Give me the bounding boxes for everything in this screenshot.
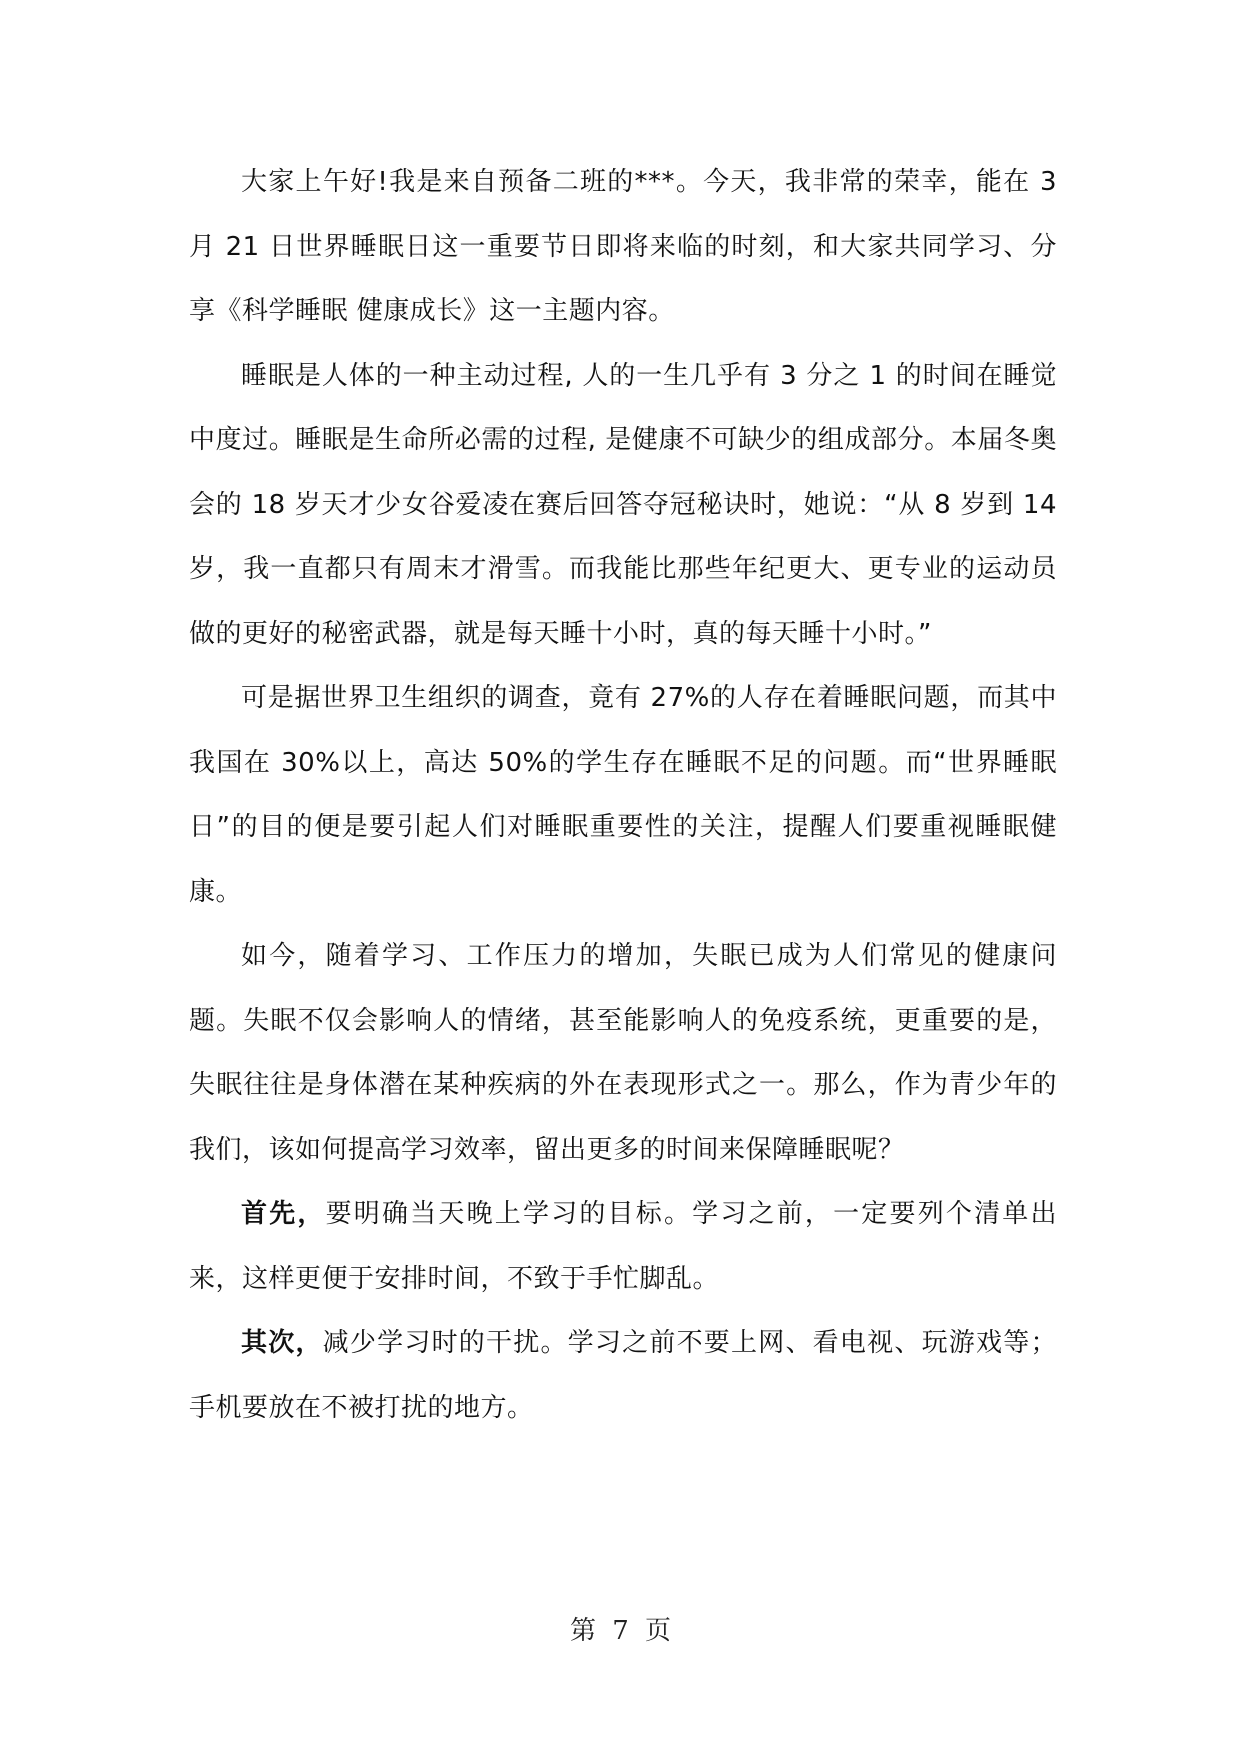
paragraph-text: 可是据世界卫生组织的调查，竟有 27%的人存在着睡眠问题，而其中我国在 30%以上，高达 50%的学生存在睡眠不足的问题。而“世界睡眠日”的目的便是要引起人们对睡眠重要性的关注，提醒人们要重视睡眠健康。 — [189, 683, 1057, 907]
paragraph-second-tip — [189, 1311, 1057, 1440]
paragraph-text: 要明确当天晚上学习的目标。学习之前，一定要列个清单出来，这样更便于安排时间，不致于手忙脚乱。 — [189, 1199, 1057, 1294]
paragraph-lead: 其次， — [241, 1328, 323, 1358]
paragraph-greeting — [189, 150, 1057, 344]
paragraph-first-tip — [189, 1182, 1057, 1311]
paragraph-sleep-importance — [189, 344, 1057, 667]
paragraph-text: 大家上午好!我是来自预备二班的***。今天，我非常的荣幸，能在 3 月 21 日世界睡眠日这一重要节日即将来临的时刻，和大家共同学习、分享《科学睡眠 健康成长》这一主题内容。 — [189, 167, 1057, 326]
paragraph-lead: 首先， — [241, 1199, 326, 1229]
page-number: 第 7 页 — [569, 1616, 672, 1646]
paragraph-insomnia — [189, 924, 1057, 1182]
paragraph-text: 如今，随着学习、工作压力的增加，失眠已成为人们常见的健康问题。失眠不仅会影响人的情绪，甚至能影响人的免疫系统，更重要的是，失眠往往是身体潜在某种疾病的外在表现形式之一。那么，作为青少年的我们，该如何提高学习效率，留出更多的时间来保障睡眠呢？ — [189, 941, 1057, 1165]
document-body — [189, 150, 1057, 1440]
paragraph-statistics — [189, 666, 1057, 924]
paragraph-text: 睡眠是人体的一种主动过程, 人的一生几乎有 3 分之 1 的时间在睡觉中度过。睡眠是生命所必需的过程, 是健康不可缺少的组成部分。本届冬奥会的 18 岁天才少女谷爱凌在赛后回答夺冠秘诀时，她说：“从 8 岁到 14 岁，我一直都只有周末才滑雪。而我能比那些年纪更大、更专业的运动员做的更好的秘密武器，就是每天睡十小时，真的每天睡十小时。” — [189, 360, 1057, 649]
paragraph-text: 减少学习时的干扰。学习之前不要上网、看电视、玩游戏等；手机要放在不被打扰的地方。 — [189, 1328, 1057, 1423]
